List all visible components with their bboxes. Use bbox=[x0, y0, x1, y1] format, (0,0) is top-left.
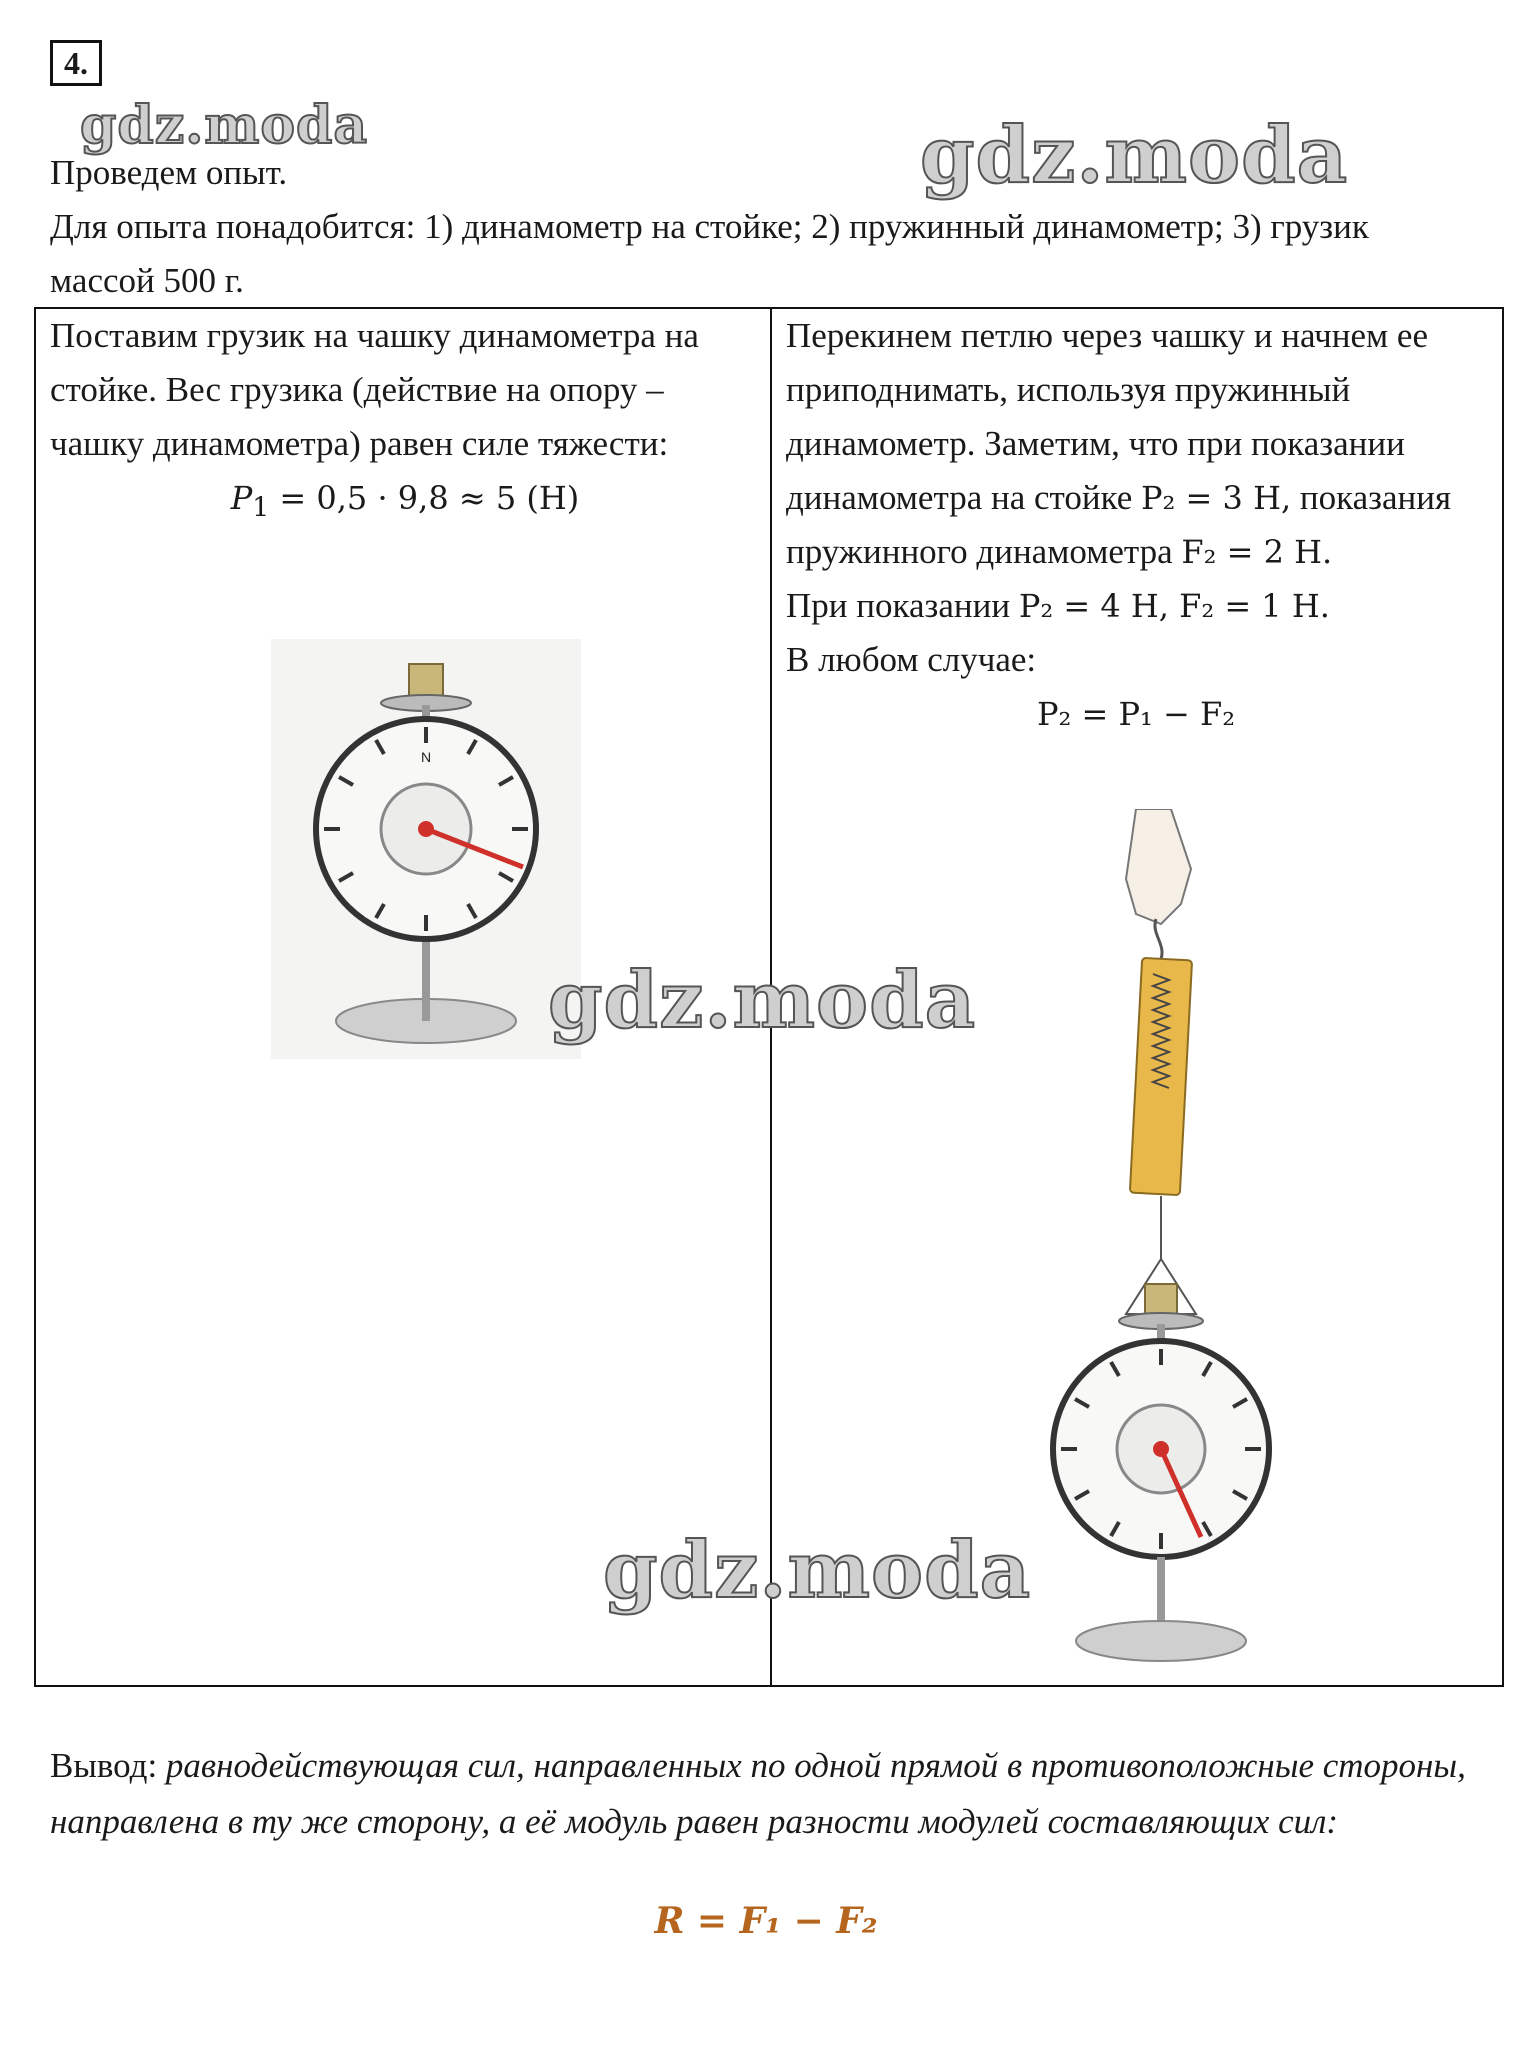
spring-dynamometer-illustration bbox=[1041, 809, 1321, 1679]
watermark: gdz.moda bbox=[80, 95, 369, 156]
reading-2: F₂ = 2 Н. bbox=[1181, 533, 1333, 571]
experiment-table bbox=[34, 307, 1504, 1687]
watermark: gdz.moda bbox=[920, 110, 1349, 201]
conclusion-text: равнодействующая сил, направленных по одной прямой в противоположные стороны, направлена в ту же сторону, а её модуль равен разности модулей составляющих сил: bbox=[50, 1746, 1466, 1841]
right-text-1: Перекинем петлю через чашку и начнем ее приподнимать, используя пружинный динамометр. Заметим, что при показании динамометра на стойке bbox=[786, 316, 1428, 517]
right-cell-line-3 bbox=[786, 579, 1486, 633]
eq-p-sub: 1 bbox=[252, 492, 270, 524]
stand-dynamometer-illustration bbox=[271, 639, 581, 1059]
left-cell-equation bbox=[50, 471, 760, 535]
right-text-2: показания пружинного динамометра bbox=[786, 478, 1452, 571]
eq-p: P bbox=[230, 479, 253, 517]
right-cell-text bbox=[786, 309, 1486, 579]
hand-icon bbox=[1126, 809, 1191, 924]
intro bbox=[50, 146, 1450, 308]
table-divider bbox=[770, 309, 772, 1685]
conclusion-label: Вывод: bbox=[50, 1746, 158, 1785]
right-text-3: При показании bbox=[786, 586, 1011, 625]
intro-line-2: Для опыта понадобится: 1) динамометр на стойке; 2) пружинный динамометр; 3) грузик массой 500 г. bbox=[50, 207, 1369, 300]
right-cell-equation: P₂ = P₁ − F₂ bbox=[1036, 695, 1236, 733]
dial-label-n: N bbox=[420, 749, 432, 765]
watermark: gdz.moda bbox=[603, 1525, 1032, 1616]
eq-rhs: = 0,5 · 9,8 ≈ 5 (Н) bbox=[269, 479, 580, 517]
intro-line-1: Проведем опыт. bbox=[50, 153, 288, 192]
reading-3: P₂ = 4 Н, F₂ = 1 Н. bbox=[1018, 587, 1330, 625]
right-text-4: В любом случае: bbox=[786, 640, 1037, 679]
final-formula: R = F₁ − F₂ bbox=[654, 1900, 878, 1942]
left-cell-text: Поставим грузик на чашку динамометра на стойке. Вес грузика (действие на опору – чашку динамометра) равен силе тяжести: bbox=[50, 316, 699, 463]
right-cell bbox=[786, 309, 1486, 741]
task-number: 4. bbox=[50, 40, 102, 86]
conclusion bbox=[50, 1738, 1470, 1850]
reading-1: P₂ = 3 Н, bbox=[1141, 479, 1292, 517]
left-cell bbox=[50, 309, 760, 535]
watermark: gdz.moda bbox=[548, 955, 977, 1046]
